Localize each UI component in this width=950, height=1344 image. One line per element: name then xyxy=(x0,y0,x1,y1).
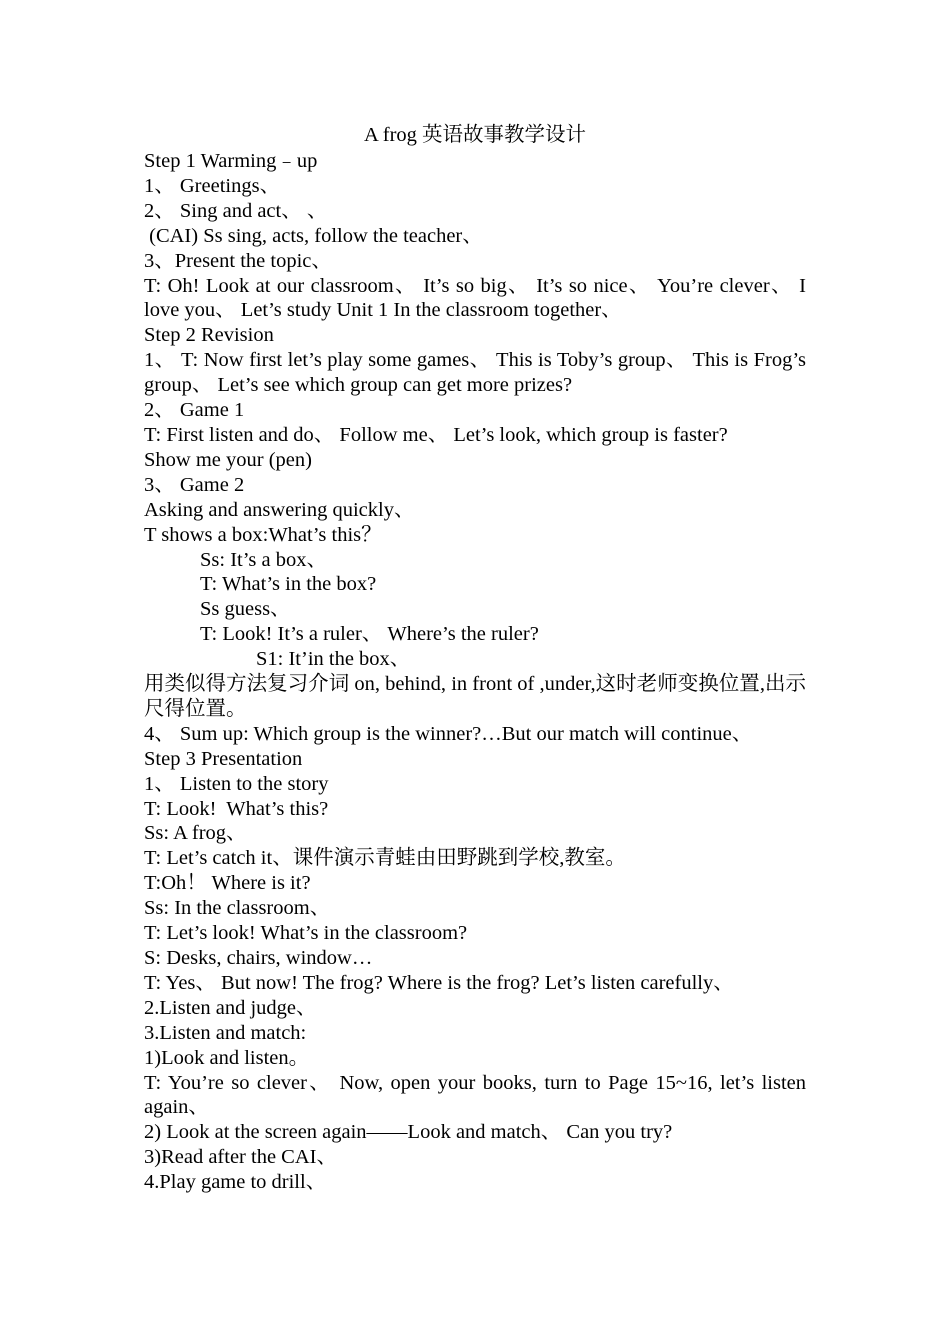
step1-heading: Step 1 Warming﹣up xyxy=(144,150,318,172)
text-line: 2、 Game 1 xyxy=(144,399,245,422)
dialogue-line: Ss guess、 xyxy=(200,598,291,621)
text-line: Ss: A frog、 xyxy=(144,822,247,845)
text-paragraph: 1、 T: Now first let’s play some games、 This is Toby’s group、 This is Frog’s group、 Let’s see which group can get more prizes? xyxy=(144,349,806,397)
text-line: 2.Listen and judge、 xyxy=(144,996,317,1019)
text-line: 1)Look and listen。 xyxy=(144,1046,310,1069)
text-line: 1、 Greetings、 xyxy=(144,174,281,197)
dialogue-line: Ss: It’s a box、 xyxy=(200,548,327,571)
text-line: T: Look! What’s this? xyxy=(144,797,329,820)
text-line: T: Let’s catch it、课件演示青蛙由田野跳到学校,教室。 xyxy=(144,847,626,870)
text-paragraph: T: You’re so clever、 Now, open your books, turn to Page 15~16, let’s listen again、 xyxy=(144,1071,806,1119)
text-line: 2、 Sing and act、 、 xyxy=(144,199,328,222)
text-line: T shows a box:What’s this？ xyxy=(144,523,382,546)
text-line: T:Oh！ Where is it? xyxy=(144,872,311,895)
text-line: Ss: In the classroom、 xyxy=(144,897,331,920)
text-paragraph: 4、 Sum up: Which group is the winner?…But our match will continue、 xyxy=(144,722,753,745)
document-body xyxy=(144,149,806,1195)
step3-heading: Step 3 Presentation xyxy=(144,747,303,770)
dialogue-line: T: Look! It’s a ruler、 Where’s the ruler? xyxy=(200,623,539,646)
dialogue-line: S1: It’in the box、 xyxy=(256,648,411,671)
dialogue-line: T: What’s in the box? xyxy=(200,573,377,596)
text-line: 4.Play game to drill、 xyxy=(144,1171,327,1194)
text-paragraph: T: Oh! Look at our classroom、 It’s so big、 It’s so nice、 You’re clever、 I love you、 Let’s study Unit 1 In the classroom together、 xyxy=(144,274,806,322)
text-line: T: First listen and do、 Follow me、 Let’s look, which group is faster? xyxy=(144,423,728,446)
text-line: 3.Listen and match: xyxy=(144,1021,307,1044)
text-line: 3、 Game 2 xyxy=(144,473,245,496)
text-line: 2) Look at the screen again——Look and match、 Can you try? xyxy=(144,1121,673,1144)
text-line: Asking and answering quickly、 xyxy=(144,498,415,521)
text-line: T: Yes、 But now! The frog? Where is the frog? Let’s listen carefully、 xyxy=(144,971,734,994)
text-line: S: Desks, chairs, window… xyxy=(144,947,373,969)
text-line: (CAI) Ss sing, acts, follow the teacher、 xyxy=(144,224,483,247)
document-title: A frog 英语故事教学设计 xyxy=(363,124,587,146)
text-line: 1、 Listen to the story xyxy=(144,772,329,795)
text-line: Show me your (pen) xyxy=(144,448,312,471)
text-line: 3、Present the topic、 xyxy=(144,249,332,272)
text-line: 3)Read after the CAI、 xyxy=(144,1146,337,1169)
step2-heading: Step 2 Revision xyxy=(144,324,274,347)
text-line: T: Let’s look! What’s in the classroom? xyxy=(144,922,468,945)
text-paragraph: 用类似得方法复习介词 on, behind, in front of ,under,这时老师变换位置,出示尺得位置。 xyxy=(144,673,806,720)
